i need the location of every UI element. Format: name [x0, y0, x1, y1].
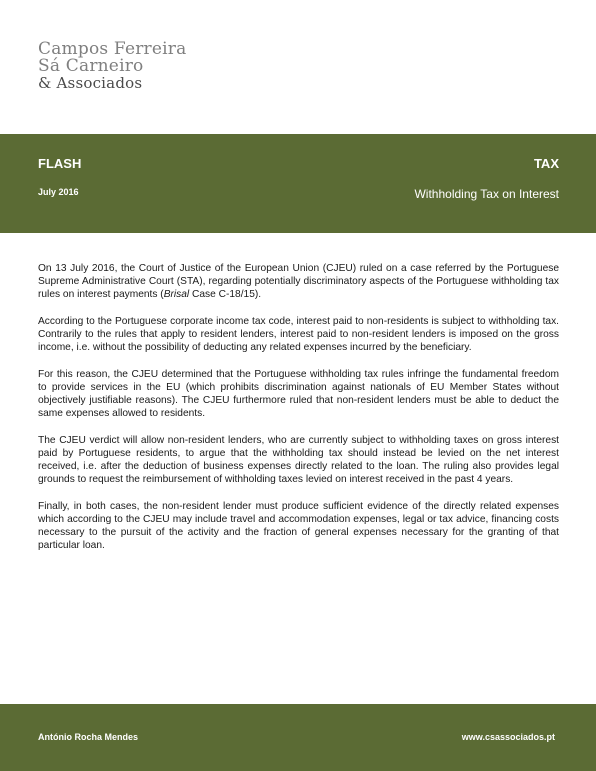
subject-title: Withholding Tax on Interest [414, 187, 559, 201]
issue-date: July 2016 [38, 187, 79, 197]
paragraph-4: The CJEU verdict will allow non-resident lenders, who are currently subject to withholding taxes on gross interest paid by Portuguese residents, to argue that the withholding tax should instead be levied on the net interest received, i.e. after the deduction of business expenses directly related to the loan. The ruling also provides legal grounds to request the reimbursement of withholding taxes levied on interest received in the past 4 years. [38, 435, 559, 485]
author-name: António Rocha Mendes [38, 732, 139, 742]
case-name: Brisal [163, 289, 190, 300]
paragraph-1-text-a: On 13 July 2016, the Court of Justice of the European Union (CJEU) ruled on a case referred by the Portuguese Supreme Administrative Court (STA), regarding potentially discriminatory aspects of the Portuguese withholding tax rules on interest payments ( [38, 263, 559, 300]
flash-label: FLASH [38, 156, 82, 171]
firm-logo [38, 41, 186, 92]
website-link[interactable]: www.csassociados.pt [461, 732, 555, 742]
paragraph-2: According to the Portuguese corporate income tax code, interest paid to non-residents is subject to withholding tax. Contrarily to the rules that apply to resident lenders, interest paid to non-resident lenders is imposed on the gross income, i.e. without the possibility of deducting any related expenses incurred by the beneficiary. [38, 316, 559, 353]
paragraph-1-text-b: Case C-18/15). [189, 289, 262, 300]
category-label: TAX [533, 156, 559, 171]
logo-line-1: Campos Ferreira [38, 39, 187, 59]
paragraph-5: Finally, in both cases, the non-resident lender must produce sufficient evidence of the directly related expenses which according to the CJEU may include travel and accommodation expenses, legal or tax advice, financing costs necessary to the pursuit of the activity and the fraction of general expenses necessary for the granting of that particular loan. [38, 501, 559, 551]
paragraph-3: For this reason, the CJEU determined that the Portuguese withholding tax rules infringe the fundamental freedom to provide services in the EU (which prohibits discrimination against nationals of EU Member States without objectively justifiable reasons). The CJEU furthermore ruled that non-resident lenders must be able to deduct the same expenses allowed to residents. [38, 369, 559, 419]
header-banner [0, 134, 596, 233]
logo-line-2: Sá Carneiro [38, 56, 144, 76]
logo-line-3: & Associados [38, 74, 143, 92]
article-body [38, 262, 559, 566]
footer-bar [0, 704, 596, 771]
paragraph-1 [38, 262, 559, 301]
